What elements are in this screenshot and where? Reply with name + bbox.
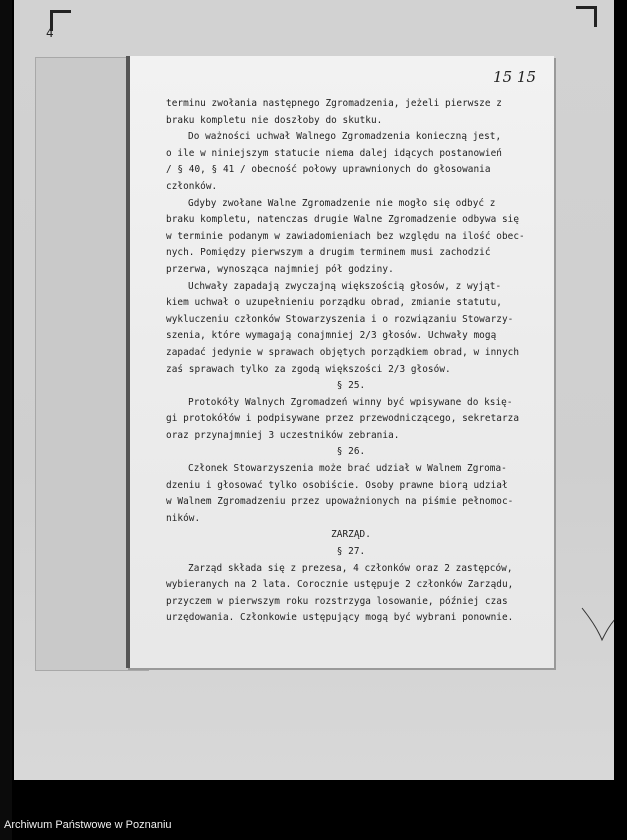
text-line: Gdyby zwołane Walne Zgromadzenie nie mogło się odbyć z [188,197,496,209]
text-line: członków. [166,180,218,192]
pencil-mark [580,604,614,652]
document-text [166,96,536,627]
text-line: w terminie podanym w zawiadomieniach bez względu na ilość obec- [166,230,525,242]
text-line: terminu zwołania następnego Zgromadzenia, jeżeli pierwsze z [166,98,502,109]
text-line: kiem uchwał o uzupełnieniu porządku obrad, zmianie statutu, [166,297,502,309]
text-line: przerwa, wynosząca najmniej pół godziny. [166,263,394,275]
text-line: oraz przynajmniej 3 uczestników zebrania. [166,429,400,441]
text-line: Do ważności uchwał Walnego Zgromadzenia konieczną jest, [188,131,502,143]
handwritten-page-number: 15 15 [493,68,536,86]
text-line: nych. Pomiędzy pierwszym a drugim terminem musi zachodzić [166,247,491,259]
text-line: zapadać jedynie w sprawach objętych porządkiem obrad, w innych [166,346,520,358]
document-sheet [126,56,554,668]
text-line: urzędowania. Członkowie ustępujący mogą być wybrani ponownie. [166,612,514,624]
text-line: braku kompletu nie doszłoby do skutku. [166,114,383,126]
text-line: braku kompletu, natenczas drugie Walne Zgromadzenie odbywa się [166,214,520,226]
text-line: ZARZĄD. [331,529,371,541]
text-line: Protokóły Walnych Zgromadzeń winny być wpisywane do księ- [188,396,513,408]
text-line: § 26. [336,446,366,458]
text-line: szenia, które wymagają conajmniej 2/3 głosów. Uchwały mogą [166,330,497,342]
text-line: o ile w niniejszym statucie niema dalej idących postanowień [166,147,502,159]
text-line: / § 40, § 41 / obecność połowy uprawnionych do głosowania [166,164,491,176]
corner-mark: 4 [46,26,54,40]
text-line: w Walnem Zgromadzeniu przez upoważnionych na piśmie pełnomoc- [166,496,514,508]
text-line: wybieranych na 2 lata. Corocznie ustępuje 2 członków Zarządu, [166,579,514,591]
archive-caption: Archiwum Państwowe w Poznaniu [4,819,172,831]
corner-bracket-top-right [576,6,597,27]
text-line: § 25. [336,380,366,392]
text-line: gi protokółów i podpisywane przez przewodniczącego, sekretarza [166,413,520,425]
text-line: Uchwały zapadają zwyczajną większością głosów, z wyjąt- [188,280,502,292]
text-line: przyczem w pierwszym roku rozstrzyga losowanie, później czas [166,595,508,607]
film-strip-edge [0,0,12,840]
text-line: Członek Stowarzyszenia może brać udział w Walnem Zgroma- [188,463,507,475]
document-photo [14,0,614,780]
text-line: zaś sprawach tylko za zgodą większości 2/3 głosów. [166,363,451,375]
text-line: wykluczeniu członków Stowarzyszenia i o rozwiązaniu Stowarzy- [166,313,514,325]
text-line: ników. [166,512,201,524]
text-line: Zarząd składa się z prezesa, 4 członków oraz 2 zastępców, [188,562,513,574]
text-line: § 27. [336,546,366,558]
text-line: dzeniu i głosować tylko osobiście. Osoby prawne biorą udział [166,479,508,491]
